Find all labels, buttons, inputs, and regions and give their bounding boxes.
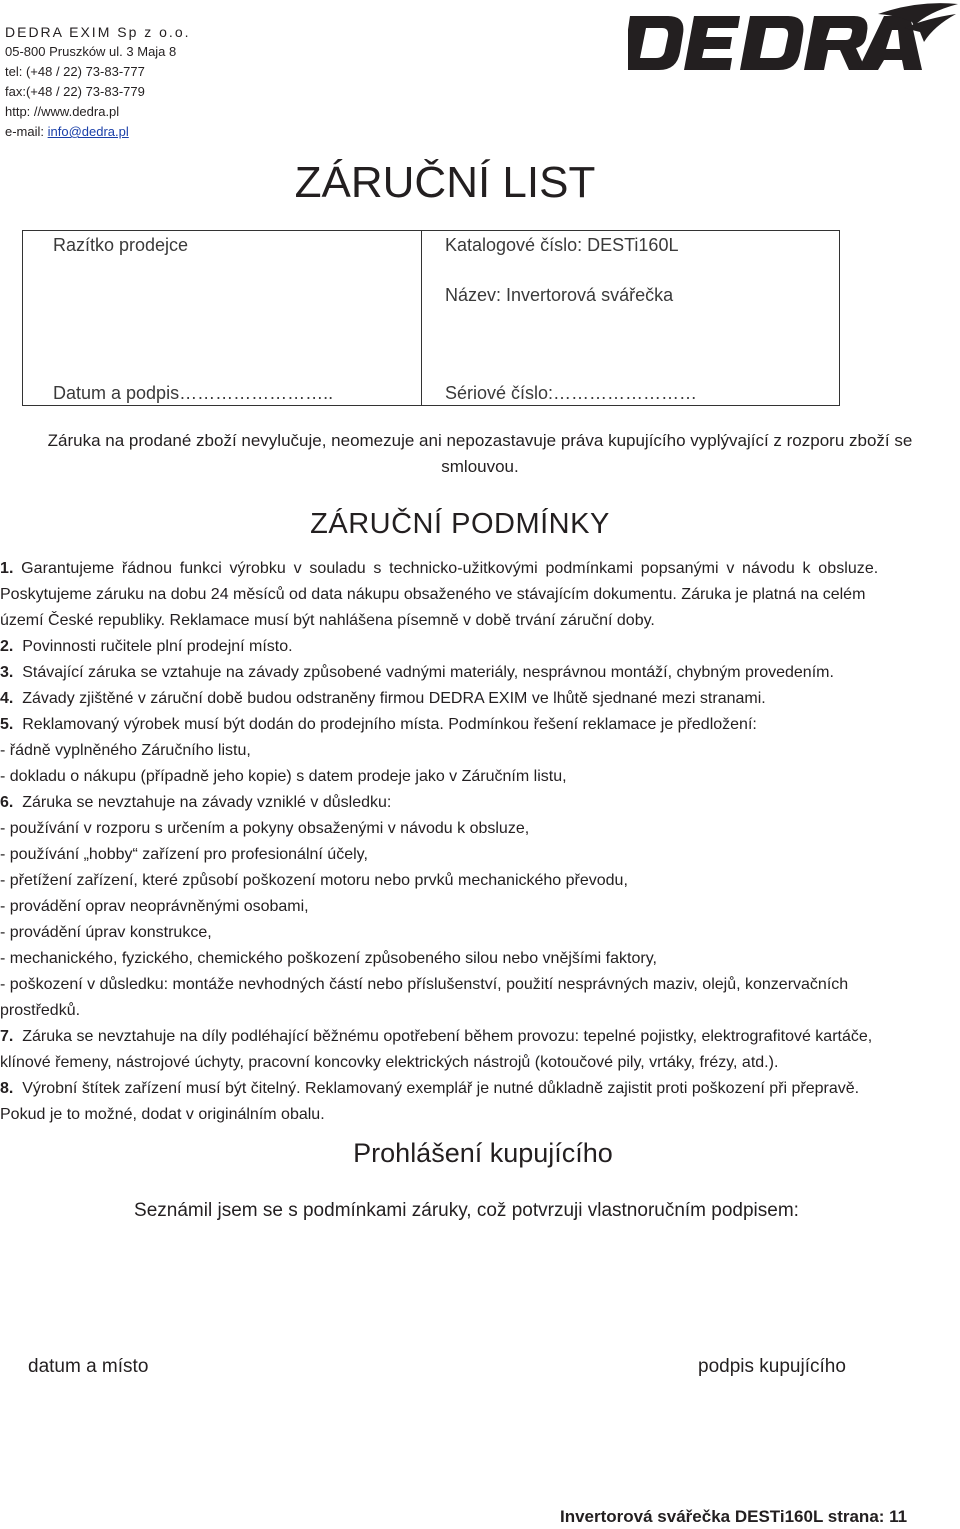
company-email-link[interactable]: info@dedra.pl	[47, 124, 129, 139]
condition-6-item-f: - mechanického, fyzického, chemického poškození způsobeného silou nebo vnějšími faktory,	[0, 950, 657, 967]
company-email-row	[5, 122, 191, 142]
condition-5-item-a: - řádně vyplněného Záručního listu,	[0, 742, 251, 759]
buyer-declaration-title: Prohlášení kupujícího	[353, 1138, 613, 1168]
company-fax: fax:(+48 / 22) 73-83-779	[5, 84, 145, 99]
condition-7-number: 7.	[0, 1028, 14, 1045]
product-name: Název: Invertorová svářečka	[445, 285, 674, 305]
condition-1-text: Garantujeme řádnou funkci výrobku v souladu s technicko-užitkovými podmínkami popsanými v návodu k obsluze.	[21, 560, 879, 577]
date-signature-field: Datum a podpis……………………..	[53, 383, 334, 403]
condition-7-line-2: klínové řemeny, nástrojové úchyty, pracovní koncovky elektrických nástrojů (kotoučové pily, vrtáky, frézy, atd.).	[0, 1054, 779, 1071]
condition-6-item-g-line-2: prostředků.	[0, 1002, 81, 1019]
condition-6	[0, 790, 952, 816]
warranty-disclaimer: Záruka na prodané zboží nevylučuje, neomezuje ani nepozastavuje práva kupujícího vyplývající z rozporu zboží se smlouvou.	[47, 431, 913, 476]
company-tel: tel: (+48 / 22) 73-83-777	[5, 64, 145, 79]
company-info	[5, 22, 191, 142]
condition-3	[0, 660, 952, 686]
serial-number-field: Sériové číslo:……………………	[445, 383, 698, 403]
conditions-title: ZÁRUČNÍ PODMÍNKY	[310, 508, 610, 540]
condition-6-item-e: - provádění úprav konstrukce,	[0, 924, 212, 941]
condition-6-item-g-line-1: - poškození v důsledku: montáže nevhodných částí nebo příslušenství, použití nesprávných maziv, olejů, konzervačních	[0, 976, 849, 993]
condition-6-number: 6.	[0, 794, 14, 811]
catalog-number: Katalogové číslo: DESTi160L	[445, 235, 679, 255]
condition-8-line-1	[0, 1076, 952, 1102]
condition-4-number: 4.	[0, 690, 14, 707]
date-place-label: datum a místo	[28, 1356, 149, 1377]
page-footer: Invertorová svářečka DESTi160L strana: 11	[560, 1507, 908, 1526]
condition-8-line-2: Pokud je to možné, dodat v originálním obalu.	[0, 1106, 325, 1123]
condition-6-item-a: - používání v rozporu s určením a pokyny obsaženými v návodu k obsluze,	[0, 820, 530, 837]
condition-6-item-c: - přetížení zařízení, které způsobí poškození motoru nebo prvků mechanického převodu,	[0, 872, 628, 889]
condition-8-text: Výrobní štítek zařízení musí být čitelný. Reklamovaný exemplář je nutné důkladně zajistit proti poškození při přepravě.	[22, 1080, 860, 1097]
condition-2-text: Povinnosti ručitele plní prodejní místo.	[22, 638, 293, 655]
condition-6-text: Záruka se nevztahuje na závady vzniklé v důsledku:	[22, 794, 392, 811]
condition-1-line-2: Poskytujeme záruku na dobu 24 měsíců od data nákupu obsaženého ve stávajícím dokumentu. Záruka je platná na celém	[0, 586, 866, 603]
condition-5	[0, 712, 952, 738]
condition-6-item-d: - provádění oprav neoprávněnými osobami,	[0, 898, 309, 915]
condition-6-item-b: - používání „hobby“ zařízení pro profesionální účely,	[0, 846, 368, 863]
condition-1-line-1	[0, 556, 952, 582]
buyer-signature-label: podpis kupujícího	[698, 1356, 846, 1377]
page-title: ZÁRUČNÍ LIST	[294, 158, 596, 207]
buyer-declaration-text: Seznámil jsem se s podmínkami záruky, což potvrzuji vlastnoručním podpisem:	[134, 1200, 799, 1221]
condition-5-item-b: - dokladu o nákupu (případně jeho kopie) s datem prodeje jako v Záručním listu,	[0, 768, 567, 785]
condition-2	[0, 634, 952, 660]
condition-1-number: 1.	[0, 560, 14, 577]
condition-7-text: Záruka se nevztahuje na díly podléhající běžnému opotřebení během provozu: tepelné pojistky, elektrografitové kartáče,	[22, 1028, 873, 1045]
condition-5-number: 5.	[0, 716, 14, 733]
company-web: http: //www.dedra.pl	[5, 104, 120, 119]
condition-4-text: Závady zjištěné v záruční době budou odstraněny firmou DEDRA EXIM ve lhůtě sjednané mezi stranami.	[22, 690, 766, 707]
company-address: 05-800 Pruszków ul. 3 Maja 8	[5, 44, 177, 59]
condition-7-line-1	[0, 1024, 952, 1050]
condition-5-text: Reklamovaný výrobek musí být dodán do prodejního místa. Podmínkou řešení reklamace je předložení:	[22, 716, 757, 733]
condition-3-number: 3.	[0, 664, 14, 681]
condition-8-number: 8.	[0, 1080, 14, 1097]
condition-4	[0, 686, 952, 712]
condition-2-number: 2.	[0, 638, 14, 655]
seller-stamp-label: Razítko prodejce	[53, 235, 189, 255]
company-email-label: e-mail:	[5, 124, 48, 139]
table-divider	[421, 231, 422, 405]
condition-1-line-3: území České republiky. Reklamace musí být nahlášena písemně v době trvání záruční doby.	[0, 612, 655, 629]
product-info-table	[22, 230, 840, 406]
company-name: DEDRA EXIM Sp z o.o.	[5, 24, 191, 40]
condition-3-text: Stávající záruka se vztahuje na závady způsobené vadnými materiály, nesprávnou montáží, chybným provedením.	[22, 664, 834, 681]
dedra-logo	[628, 2, 958, 74]
